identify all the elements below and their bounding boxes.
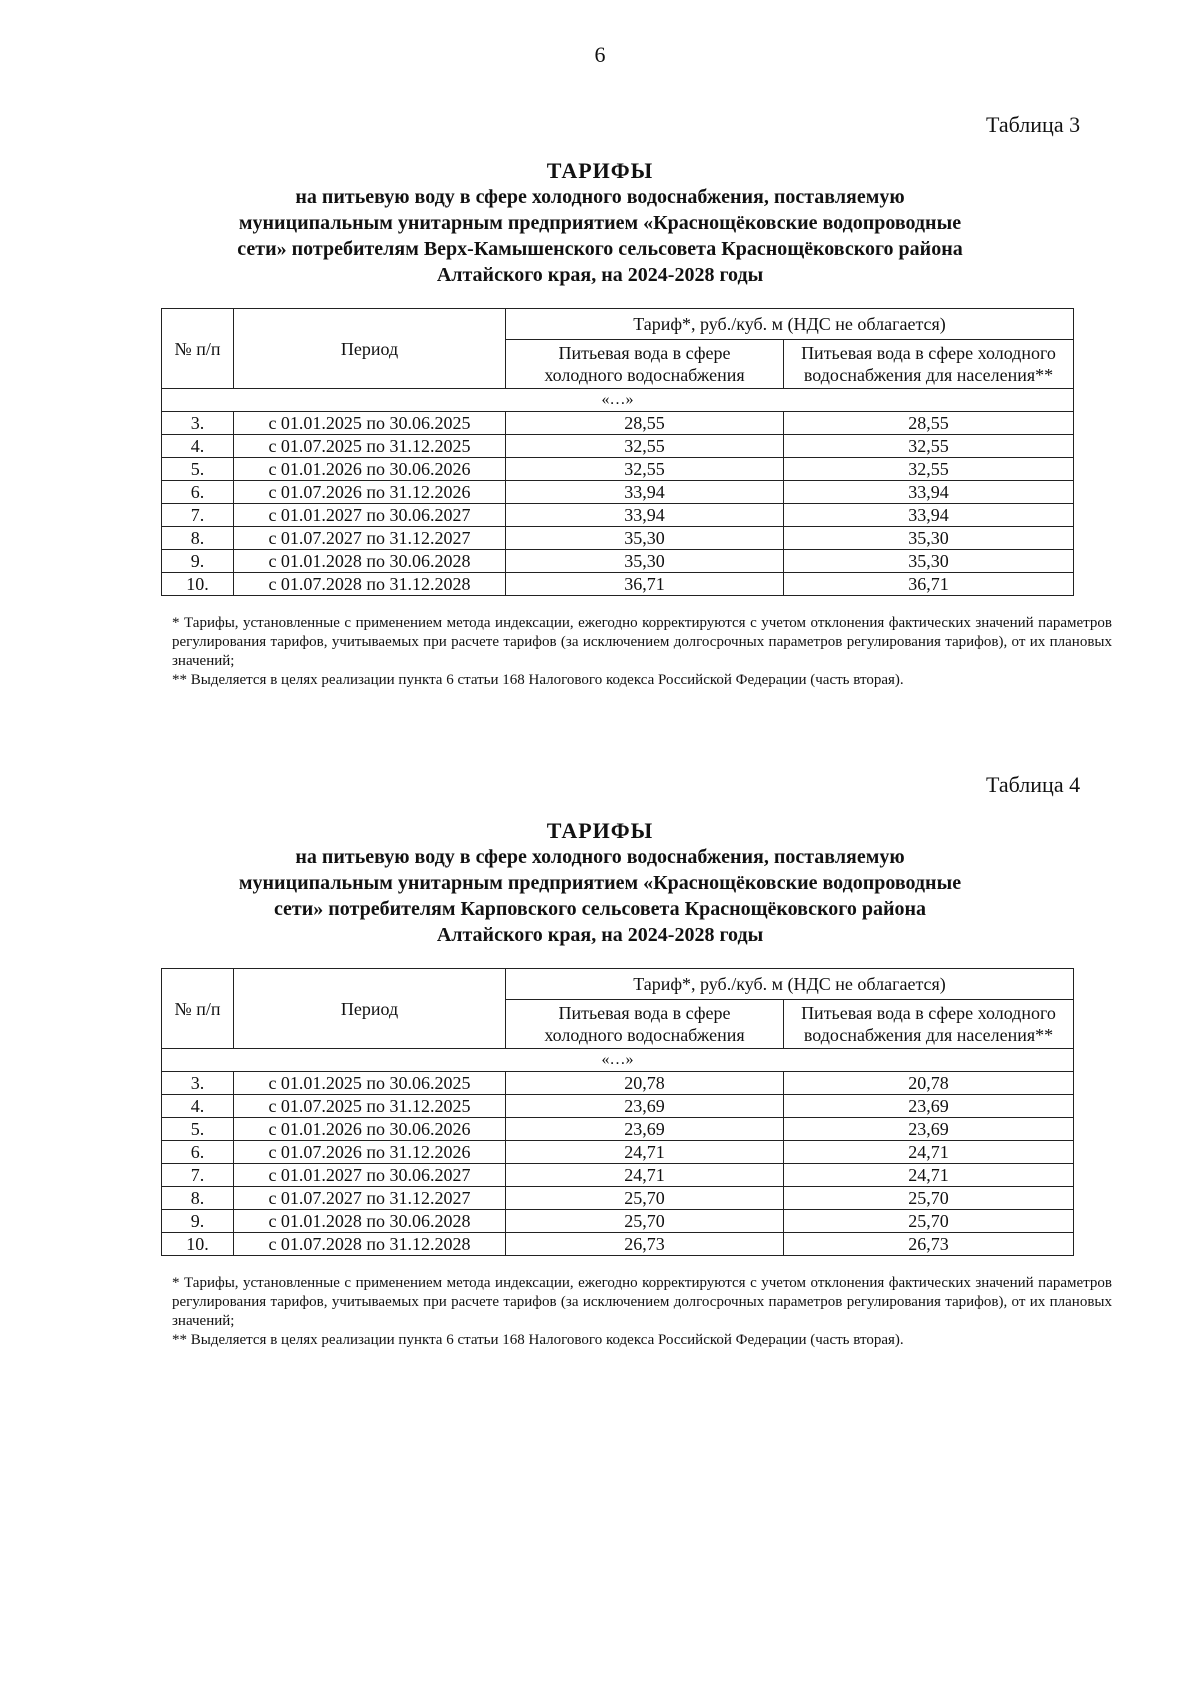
row-tariff-b: 23,69: [784, 1095, 1074, 1118]
footnote-indexation: * Тарифы, установленные с применением метода индексации, ежегодно корректируются с учетом отклонения фактических значений параметров регулирования тарифов, учитываемых при расчете тарифов (за исключением долгосрочных параметров регулирования тарифов), от их плановых значений;: [172, 615, 1112, 669]
row-tariff-a: 25,70: [506, 1187, 784, 1210]
row-num: 4.: [162, 435, 234, 458]
row-period: с 01.07.2027 по 31.12.2027: [234, 1187, 506, 1210]
row-period: с 01.01.2027 по 30.06.2027: [234, 504, 506, 527]
header-col-b-line: Питьевая вода в сфере холодного: [801, 1003, 1056, 1023]
table-row: [162, 435, 1074, 458]
row-tariff-b: 23,69: [784, 1118, 1074, 1141]
row-tariff-b: 25,70: [784, 1210, 1074, 1233]
header-col-a-line: Питьевая вода в сфере: [558, 343, 731, 363]
header-col-b-line: Питьевая вода в сфере холодного: [801, 343, 1056, 363]
row-num: 7.: [162, 504, 234, 527]
row-num: 9.: [162, 550, 234, 573]
table-subtitle-line: сети» потребителям Верх-Камышенского сельсовета Краснощёковского района: [237, 238, 963, 260]
row-tariff-a: 28,55: [506, 412, 784, 435]
table-title: ТАРИФЫ: [546, 818, 654, 843]
table-subtitle-line: муниципальным унитарным предприятием «Краснощёковские водопроводные: [238, 872, 962, 894]
header-period: Период: [234, 969, 506, 1049]
row-tariff-b: 26,73: [784, 1233, 1074, 1256]
header-col-a-line: Питьевая вода в сфере: [558, 1003, 731, 1023]
row-num: 8.: [162, 1187, 234, 1210]
table-row: [162, 1164, 1074, 1187]
header-col-a-line: холодного водоснабжения: [544, 365, 745, 385]
row-period: с 01.01.2027 по 30.06.2027: [234, 1164, 506, 1187]
table-label: Таблица 3: [986, 112, 1081, 137]
table-row: [162, 1187, 1074, 1210]
table-row: [162, 504, 1074, 527]
row-num: 9.: [162, 1210, 234, 1233]
table-subtitle-line: сети» потребителям Карповского сельсовета Краснощёковского района: [273, 898, 927, 920]
row-num: 4.: [162, 1095, 234, 1118]
row-tariff-a: 20,78: [506, 1072, 784, 1095]
row-num: 5.: [162, 1118, 234, 1141]
row-period: с 01.01.2028 по 30.06.2028: [234, 550, 506, 573]
table-row: [162, 1141, 1074, 1164]
row-tariff-b: 24,71: [784, 1141, 1074, 1164]
row-period: с 01.01.2025 по 30.06.2025: [234, 1072, 506, 1095]
row-tariff-a: 33,94: [506, 504, 784, 527]
tariff-table: [161, 968, 1074, 1256]
row-num: 10.: [162, 573, 234, 596]
table-title-block: [150, 158, 1050, 288]
footnote-indexation: * Тарифы, установленные с применением метода индексации, ежегодно корректируются с учетом отклонения фактических значений параметров регулирования тарифов, учитываемых при расчете тарифов (за исключением долгосрочных параметров регулирования тарифов), от их плановых значений;: [172, 1275, 1112, 1329]
row-num: 3.: [162, 1072, 234, 1095]
row-period: с 01.07.2026 по 31.12.2026: [234, 1141, 506, 1164]
row-tariff-a: 36,71: [506, 573, 784, 596]
row-num: 7.: [162, 1164, 234, 1187]
header-col-a: [506, 340, 784, 389]
row-num: 3.: [162, 412, 234, 435]
header-col-b-line: водоснабжения для населения**: [803, 1025, 1054, 1045]
row-tariff-a: 23,69: [506, 1095, 784, 1118]
table-row: [162, 573, 1074, 596]
row-tariff-a: 25,70: [506, 1210, 784, 1233]
row-tariff-a: 23,69: [506, 1118, 784, 1141]
header-tariff-group: Тариф*, руб./куб. м (НДС не облагается): [506, 969, 1074, 1000]
table-title: ТАРИФЫ: [546, 158, 654, 183]
row-tariff-a: 33,94: [506, 481, 784, 504]
footnotes: [172, 1274, 1112, 1350]
row-tariff-b: 32,55: [784, 435, 1074, 458]
row-tariff-b: 24,71: [784, 1164, 1074, 1187]
row-period: с 01.07.2028 по 31.12.2028: [234, 573, 506, 596]
row-period: с 01.07.2027 по 31.12.2027: [234, 527, 506, 550]
row-period: с 01.01.2028 по 30.06.2028: [234, 1210, 506, 1233]
table-row: [162, 527, 1074, 550]
row-num: 6.: [162, 481, 234, 504]
row-tariff-a: 24,71: [506, 1141, 784, 1164]
footnote-tax: ** Выделяется в целях реализации пункта 6 статьи 168 Налогового кодекса Российской Федерации (часть вторая).: [172, 1332, 904, 1348]
row-tariff-a: 32,55: [506, 435, 784, 458]
row-tariff-b: 33,94: [784, 481, 1074, 504]
header-num: № п/п: [162, 309, 234, 389]
row-period: с 01.01.2026 по 30.06.2026: [234, 1118, 506, 1141]
ellipsis-row: «…»: [162, 389, 1074, 412]
row-tariff-a: 32,55: [506, 458, 784, 481]
table-label: Таблица 4: [986, 772, 1081, 797]
table-title-block: [150, 818, 1050, 948]
row-period: с 01.07.2028 по 31.12.2028: [234, 1233, 506, 1256]
page-number: 6: [594, 42, 606, 67]
tariff-table: [161, 308, 1074, 596]
row-tariff-a: 35,30: [506, 527, 784, 550]
row-tariff-a: 35,30: [506, 550, 784, 573]
table-row: [162, 458, 1074, 481]
table-row: [162, 1072, 1074, 1095]
table-row: [162, 1210, 1074, 1233]
row-tariff-b: 28,55: [784, 412, 1074, 435]
row-tariff-b: 20,78: [784, 1072, 1074, 1095]
row-num: 8.: [162, 527, 234, 550]
row-num: 5.: [162, 458, 234, 481]
row-tariff-a: 24,71: [506, 1164, 784, 1187]
row-tariff-b: 32,55: [784, 458, 1074, 481]
footnotes: [172, 614, 1112, 690]
row-tariff-b: 33,94: [784, 504, 1074, 527]
row-period: с 01.07.2025 по 31.12.2025: [234, 1095, 506, 1118]
header-col-b: [784, 340, 1074, 389]
row-tariff-b: 35,30: [784, 527, 1074, 550]
table-row: [162, 412, 1074, 435]
row-tariff-a: 26,73: [506, 1233, 784, 1256]
table-subtitle-line: на питьевую воду в сфере холодного водоснабжения, поставляемую: [295, 846, 905, 868]
table-subtitle-line: Алтайского края, на 2024-2028 годы: [436, 264, 764, 286]
row-period: с 01.01.2025 по 30.06.2025: [234, 412, 506, 435]
ellipsis-row: «…»: [162, 1049, 1074, 1072]
row-period: с 01.01.2026 по 30.06.2026: [234, 458, 506, 481]
table-row: [162, 1118, 1074, 1141]
header-tariff-group: Тариф*, руб./куб. м (НДС не облагается): [506, 309, 1074, 340]
row-tariff-b: 36,71: [784, 573, 1074, 596]
row-tariff-b: 25,70: [784, 1187, 1074, 1210]
header-col-b-line: водоснабжения для населения**: [803, 365, 1054, 385]
table-row: [162, 1095, 1074, 1118]
table-subtitle-line: на питьевую воду в сфере холодного водоснабжения, поставляемую: [295, 186, 905, 208]
table-row: [162, 481, 1074, 504]
header-col-b: [784, 1000, 1074, 1049]
table-subtitle-line: муниципальным унитарным предприятием «Краснощёковские водопроводные: [238, 212, 962, 234]
header-col-a: [506, 1000, 784, 1049]
table-subtitle-line: Алтайского края, на 2024-2028 годы: [436, 924, 764, 946]
header-col-a-line: холодного водоснабжения: [544, 1025, 745, 1045]
table-row: [162, 550, 1074, 573]
header-num: № п/п: [162, 969, 234, 1049]
row-num: 10.: [162, 1233, 234, 1256]
footnote-tax: ** Выделяется в целях реализации пункта 6 статьи 168 Налогового кодекса Российской Федерации (часть вторая).: [172, 672, 904, 688]
table-row: [162, 1233, 1074, 1256]
row-period: с 01.07.2025 по 31.12.2025: [234, 435, 506, 458]
row-tariff-b: 35,30: [784, 550, 1074, 573]
row-num: 6.: [162, 1141, 234, 1164]
header-period: Период: [234, 309, 506, 389]
row-period: с 01.07.2026 по 31.12.2026: [234, 481, 506, 504]
